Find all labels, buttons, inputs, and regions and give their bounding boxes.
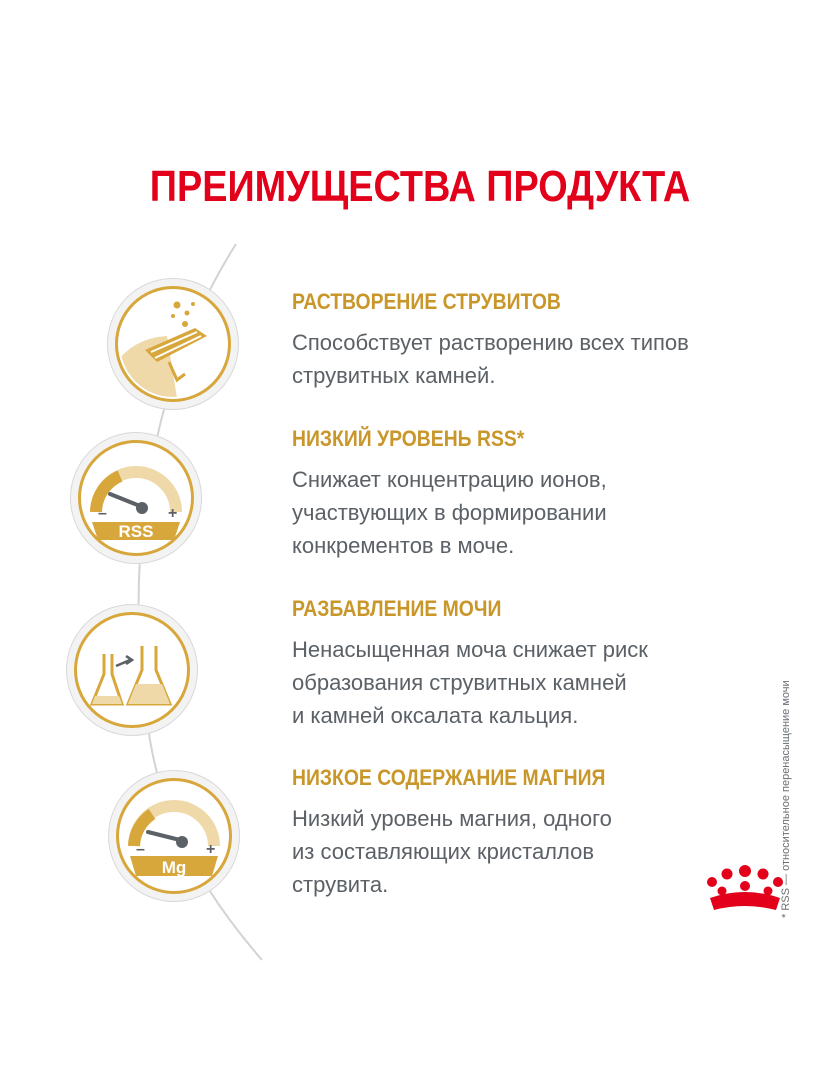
page-title: ПРЕИМУЩЕСТВА ПРОДУКТА [149,162,691,211]
benefit-heading-3: РАЗБАВЛЕНИЕ МОЧИ [292,596,502,621]
rss-gauge-icon [70,432,202,564]
benefit-heading-2: НИЗКИЙ УРОВЕНЬ RSS* [292,426,525,451]
benefit-description-3 [292,633,648,732]
rss-label: RSS [118,522,154,541]
svg-text:+: + [206,841,216,858]
badge-flasks [66,604,198,736]
svg-text:+: + [168,505,178,522]
struvite-dissolution-icon [107,278,239,410]
flasks-icon [66,604,198,736]
benefit-heading-1: РАСТВОРЕНИЕ СТРУВИТОВ [292,289,561,314]
benefit-heading-4: НИЗКОЕ СОДЕРЖАНИЕ МАГНИЯ [292,765,606,790]
benefit-description-2 [292,463,607,562]
footnote-rss: * RSS — относительное перенасыщение мочи [780,680,792,918]
badge-rss [70,432,202,564]
benefit-description-4 [292,802,612,901]
benefit-description-1 [292,326,689,392]
benefit-line: из составляющих кристаллов [292,839,595,864]
benefit-line: Способствует растворению всех типов [292,330,689,355]
benefit-line: Ненасыщенная моча снижает риск [292,637,648,662]
benefit-line: струвитных камней. [292,363,496,388]
benefit-line: образования струвитных камней [292,670,627,695]
svg-text:–: – [98,505,107,522]
benefit-line: струвита. [292,872,389,897]
benefit-line: Снижает концентрацию ионов, [292,467,607,492]
benefit-line: участвующих в формировании [292,500,607,525]
benefit-line: и камней оксалата кальция. [292,703,579,728]
mg-label: Mg [161,858,187,877]
badge-struvite [107,278,239,410]
svg-text:–: – [136,841,145,858]
benefit-line: Низкий уровень магния, одного [292,806,612,831]
benefit-line: конкрементов в моче. [292,533,515,558]
badge-magnesium [108,770,240,902]
magnesium-gauge-icon [108,770,240,902]
crown-logo-icon [700,864,790,916]
